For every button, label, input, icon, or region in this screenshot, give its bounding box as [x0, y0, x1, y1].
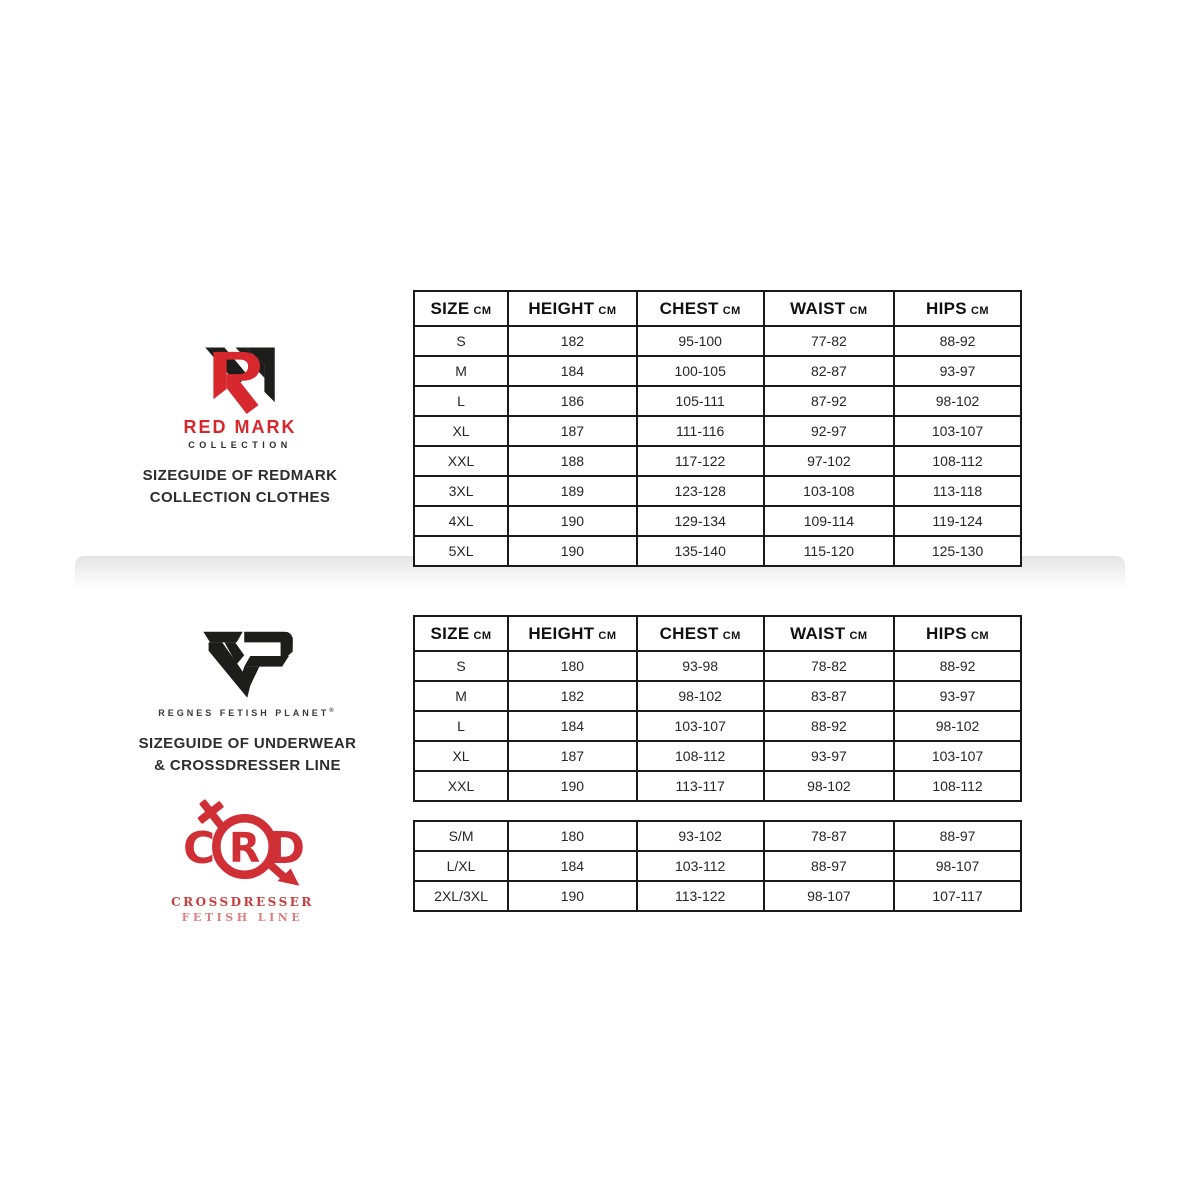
- table-cell: 180: [508, 821, 637, 851]
- redmark-wordmark-sub: COLLECTION: [188, 440, 292, 450]
- underwear-caption-line2: & CROSSDRESSER LINE: [154, 757, 341, 774]
- table-cell: 88-92: [894, 651, 1021, 681]
- table-cell: 186: [508, 386, 637, 416]
- table-cell: L/XL: [414, 851, 508, 881]
- header-cell: HEIGHT CM: [508, 291, 637, 326]
- table-cell: 184: [508, 356, 637, 386]
- header-cell: WAIST CM: [764, 616, 895, 651]
- table-cell: 189: [508, 476, 637, 506]
- table-cell: 93-97: [764, 741, 895, 771]
- table-cell: 93-97: [894, 356, 1021, 386]
- table-cell: 93-102: [637, 821, 764, 851]
- header-cell: HIPS CM: [894, 291, 1021, 326]
- table-cell: 113-122: [637, 881, 764, 911]
- table-cell: S: [414, 651, 508, 681]
- table-row: [414, 851, 1021, 881]
- table-cell: 82-87: [764, 356, 895, 386]
- table-row: [414, 356, 1021, 386]
- table-cell: 88-97: [894, 821, 1021, 851]
- crossdresser-size-table: [413, 820, 1022, 912]
- redmark-caption: [120, 465, 360, 509]
- header-row: [414, 291, 1021, 326]
- table-row: [414, 681, 1021, 711]
- table-row: [414, 536, 1021, 566]
- table-cell: 108-112: [894, 771, 1021, 801]
- table-cell: 117-122: [637, 446, 764, 476]
- table-cell: 119-124: [894, 506, 1021, 536]
- header-cell: WAIST CM: [764, 291, 895, 326]
- table-cell: 115-120: [764, 536, 895, 566]
- crd-letter-d: D: [268, 823, 305, 875]
- table-cell: 113-118: [894, 476, 1021, 506]
- table-cell: 98-102: [764, 771, 895, 801]
- table-cell: M: [414, 681, 508, 711]
- size-table: [413, 290, 1022, 567]
- table-cell: 93-97: [894, 681, 1021, 711]
- table-cell: 83-87: [764, 681, 895, 711]
- header-cell: CHEST CM: [637, 616, 764, 651]
- table-cell: 103-107: [894, 416, 1021, 446]
- table-cell: 92-97: [764, 416, 895, 446]
- table-cell: 182: [508, 326, 637, 356]
- table-cell: 93-98: [637, 651, 764, 681]
- table-cell: 103-112: [637, 851, 764, 881]
- table-cell: 182: [508, 681, 637, 711]
- table-cell: 107-117: [894, 881, 1021, 911]
- table-row: [414, 446, 1021, 476]
- table-cell: 78-87: [764, 821, 895, 851]
- table-cell: 103-107: [894, 741, 1021, 771]
- table-cell: L: [414, 386, 508, 416]
- table-cell: 103-107: [637, 711, 764, 741]
- regnes-logo-caption: REGNES FETISH PLANET®: [158, 708, 337, 718]
- table-cell: 87-92: [764, 386, 895, 416]
- table-cell: XL: [414, 741, 508, 771]
- crd-brand-block: [150, 798, 335, 924]
- crd-letter-r: R: [228, 824, 260, 873]
- size-table: [413, 615, 1022, 802]
- crossdresser-fetish-line-logo-icon: [180, 798, 306, 892]
- table-cell: 108-112: [894, 446, 1021, 476]
- table-row: [414, 326, 1021, 356]
- table-cell: L: [414, 711, 508, 741]
- table-row: [414, 651, 1021, 681]
- table-cell: 97-102: [764, 446, 895, 476]
- table-cell: 88-92: [894, 326, 1021, 356]
- table-cell: XL: [414, 416, 508, 446]
- redmark-caption-line2: COLLECTION CLOTHES: [149, 489, 331, 506]
- table-row: [414, 386, 1021, 416]
- table-cell: 3XL: [414, 476, 508, 506]
- table-row: [414, 771, 1021, 801]
- table-cell: 111-116: [637, 416, 764, 446]
- crd-caption-line2: FETISH LINE: [181, 911, 304, 924]
- header-cell: SIZE CM: [414, 616, 508, 651]
- redmark-wordmark: RED MARK: [183, 417, 297, 437]
- underwear-size-table: [413, 615, 1022, 802]
- table-cell: 135-140: [637, 536, 764, 566]
- table-cell: 2XL/3XL: [414, 881, 508, 911]
- table-cell: 95-100: [637, 326, 764, 356]
- table-cell: 98-102: [894, 386, 1021, 416]
- table-cell: 108-112: [637, 741, 764, 771]
- redmark-caption-line1: SIZEGUIDE OF REDMARK: [142, 467, 338, 484]
- table-cell: 125-130: [894, 536, 1021, 566]
- regnes-fetish-planet-logo-icon: [196, 628, 300, 700]
- underwear-caption: [115, 733, 380, 777]
- table-cell: M: [414, 356, 508, 386]
- table-cell: 113-117: [637, 771, 764, 801]
- regnes-brand-block: [115, 628, 380, 777]
- underwear-caption-line1: SIZEGUIDE OF UNDERWEAR: [138, 735, 357, 752]
- table-cell: S/M: [414, 821, 508, 851]
- table-cell: XXL: [414, 446, 508, 476]
- table-cell: 190: [508, 506, 637, 536]
- table-row: [414, 741, 1021, 771]
- table-cell: 187: [508, 416, 637, 446]
- table-cell: 184: [508, 851, 637, 881]
- table-cell: 180: [508, 651, 637, 681]
- header-cell: HEIGHT CM: [508, 616, 637, 651]
- table-cell: 77-82: [764, 326, 895, 356]
- table-cell: 98-107: [894, 851, 1021, 881]
- table-cell: 184: [508, 711, 637, 741]
- table-cell: 190: [508, 771, 637, 801]
- redmark-brand-block: [120, 346, 360, 509]
- table-cell: 98-102: [894, 711, 1021, 741]
- redmark-size-table: [413, 290, 1022, 567]
- table-cell: 188: [508, 446, 637, 476]
- table-row: [414, 416, 1021, 446]
- table-cell: S: [414, 326, 508, 356]
- header-cell: CHEST CM: [637, 291, 764, 326]
- table-row: [414, 711, 1021, 741]
- table-cell: 88-92: [764, 711, 895, 741]
- crd-letter-c: C: [182, 823, 215, 875]
- registered-mark: ®: [329, 708, 337, 714]
- table-cell: 190: [508, 536, 637, 566]
- table-cell: 187: [508, 741, 637, 771]
- table-cell: 4XL: [414, 506, 508, 536]
- table-cell: 105-111: [637, 386, 764, 416]
- table-cell: 190: [508, 881, 637, 911]
- table-cell: 88-97: [764, 851, 895, 881]
- table-cell: 103-108: [764, 476, 895, 506]
- table-cell: 5XL: [414, 536, 508, 566]
- header-cell: HIPS CM: [894, 616, 1021, 651]
- table-row: [414, 881, 1021, 911]
- crd-caption-line1: CROSSDRESSER: [171, 895, 314, 909]
- table-cell: 129-134: [637, 506, 764, 536]
- table-cell: 98-102: [637, 681, 764, 711]
- table-cell: 78-82: [764, 651, 895, 681]
- table-row: [414, 506, 1021, 536]
- red-mark-collection-logo-icon: [202, 346, 278, 414]
- table-cell: 123-128: [637, 476, 764, 506]
- header-row: [414, 616, 1021, 651]
- table-row: [414, 476, 1021, 506]
- size-table: [413, 820, 1022, 912]
- table-cell: XXL: [414, 771, 508, 801]
- table-cell: 100-105: [637, 356, 764, 386]
- table-cell: 109-114: [764, 506, 895, 536]
- table-cell: 98-107: [764, 881, 895, 911]
- table-row: [414, 821, 1021, 851]
- header-cell: SIZE CM: [414, 291, 508, 326]
